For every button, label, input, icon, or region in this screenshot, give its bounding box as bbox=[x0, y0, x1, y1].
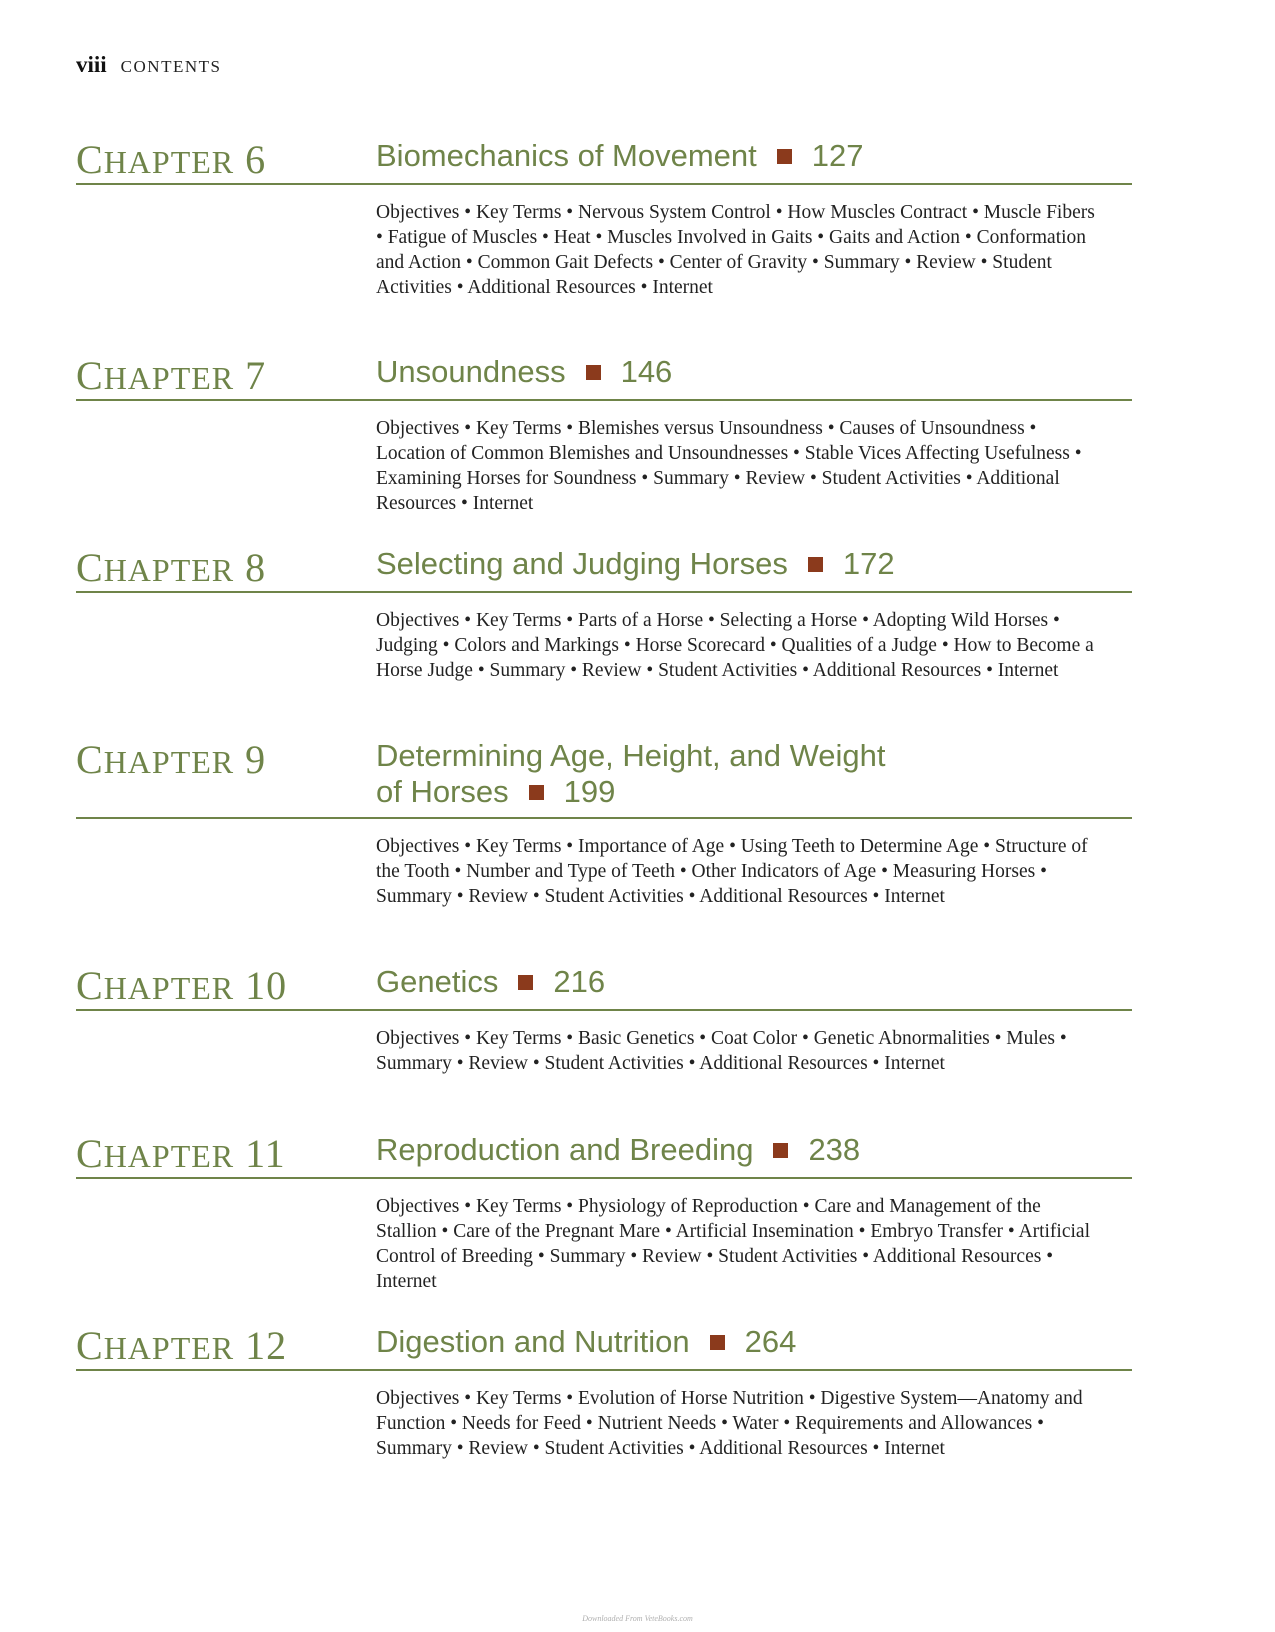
chapter-title[interactable]: Reproduction and Breeding 238 bbox=[376, 1132, 861, 1167]
chapter-page-number: 264 bbox=[744, 1324, 797, 1359]
chapter-title[interactable]: Unsoundness 146 bbox=[376, 354, 673, 389]
chapter-title[interactable]: Biomechanics of Movement 127 bbox=[376, 138, 864, 173]
chapter-topics: Objectives • Key Terms • Importance of Age • Using Teeth to Determine Age • Structure of the Tooth • Number and Type of Teeth • Other Indicators of Age • Measuring Horses • Summary • Review • Student Activities • Additional Resources • Internet bbox=[376, 836, 1088, 907]
chapter-topics: Objectives • Key Terms • Basic Genetics • Coat Color • Genetic Abnormalities • Mules • Summary • Review • Student Activities • Additional Resources • Internet bbox=[376, 1028, 1067, 1074]
chapter-divider bbox=[76, 817, 1132, 819]
chapter-label: CHAPTER 11 bbox=[76, 1131, 286, 1176]
chapter-divider bbox=[76, 1009, 1132, 1011]
chapter-title[interactable]: Determining Age, Height, and Weight of Horses 199 bbox=[376, 738, 886, 809]
chapter-page-number: 216 bbox=[553, 964, 606, 999]
chapter-page-number: 127 bbox=[811, 138, 864, 173]
chapter-number: 8 bbox=[245, 545, 267, 590]
chapter-title[interactable]: Digestion and Nutrition 264 bbox=[376, 1324, 797, 1359]
chapter-number: 7 bbox=[245, 353, 267, 398]
square-bullet-icon bbox=[808, 557, 823, 572]
chapter-number: 11 bbox=[245, 1131, 286, 1176]
chapter-page-number: 146 bbox=[620, 354, 673, 389]
chapter-topics: Objectives • Key Terms • Blemishes versus Unsoundness • Causes of Unsoundness • Location of Common Blemishes and Unsoundnesses • Stable Vices Affecting Usefulness • Examining Horses for Soundness • Summary • Review • Student Activities • Additional Resources • Internet bbox=[376, 418, 1082, 514]
footer-watermark: Downloaded From VeteBooks.com bbox=[582, 1614, 693, 1623]
square-bullet-icon bbox=[777, 149, 792, 164]
chapter-topics: Objectives • Key Terms • Evolution of Horse Nutrition • Digestive System—Anatomy and Function • Needs for Feed • Nutrient Needs • Water • Requirements and Allowances • Summary • Review • Student Activities • Additional Resources • Internet bbox=[376, 1388, 1083, 1459]
chapter-number: 9 bbox=[245, 737, 267, 782]
chapter-title[interactable]: Genetics 216 bbox=[376, 964, 606, 999]
chapter-label: CHAPTER 7 bbox=[76, 353, 267, 398]
chapter-page-number: 172 bbox=[842, 546, 895, 581]
square-bullet-icon bbox=[773, 1143, 788, 1158]
chapter-label: CHAPTER 12 bbox=[76, 1323, 288, 1368]
chapter-number: 6 bbox=[245, 137, 267, 182]
page-number: viii bbox=[76, 52, 107, 77]
chapter-label: CHAPTER 8 bbox=[76, 545, 267, 590]
chapter-page-number: 199 bbox=[563, 774, 616, 809]
square-bullet-icon bbox=[529, 785, 544, 800]
chapter-divider bbox=[76, 399, 1132, 401]
chapter-topics: Objectives • Key Terms • Nervous System Control • How Muscles Contract • Muscle Fibers • Fatigue of Muscles • Heat • Muscles Involved in Gaits • Gaits and Action • Conformation and Action • Common Gait Defects • Center of Gravity • Summary • Review • Student Activities • Additional Resources • Internet bbox=[376, 202, 1095, 298]
chapter-topics: Objectives • Key Terms • Parts of a Horse • Selecting a Horse • Adopting Wild Horses • Judging • Colors and Markings • Horse Scorecard • Qualities of a Judge • How to Become a Horse Judge • Summary • Review • Student Activities • Additional Resources • Internet bbox=[376, 610, 1094, 681]
square-bullet-icon bbox=[710, 1335, 725, 1350]
running-head-title: CONTENTS bbox=[120, 57, 222, 76]
chapter-divider bbox=[76, 1369, 1132, 1371]
chapter-title[interactable]: Selecting and Judging Horses 172 bbox=[376, 546, 895, 581]
chapter-divider bbox=[76, 1177, 1132, 1179]
chapter-page-number: 238 bbox=[808, 1132, 861, 1167]
square-bullet-icon bbox=[518, 975, 533, 990]
chapter-label: CHAPTER 10 bbox=[76, 963, 288, 1008]
square-bullet-icon bbox=[586, 365, 601, 380]
chapter-label: CHAPTER 9 bbox=[76, 737, 267, 782]
chapter-divider bbox=[76, 591, 1132, 593]
chapter-number: 10 bbox=[245, 963, 288, 1008]
chapter-divider bbox=[76, 183, 1132, 185]
running-head bbox=[76, 52, 221, 78]
chapter-number: 12 bbox=[245, 1323, 288, 1368]
chapter-label: CHAPTER 6 bbox=[76, 137, 267, 182]
chapter-topics: Objectives • Key Terms • Physiology of Reproduction • Care and Management of the Stallion • Care of the Pregnant Mare • Artificial Insemination • Embryo Transfer • Artificial Control of Breeding • Summary • Review • Student Activities • Additional Resources • Internet bbox=[376, 1196, 1090, 1292]
